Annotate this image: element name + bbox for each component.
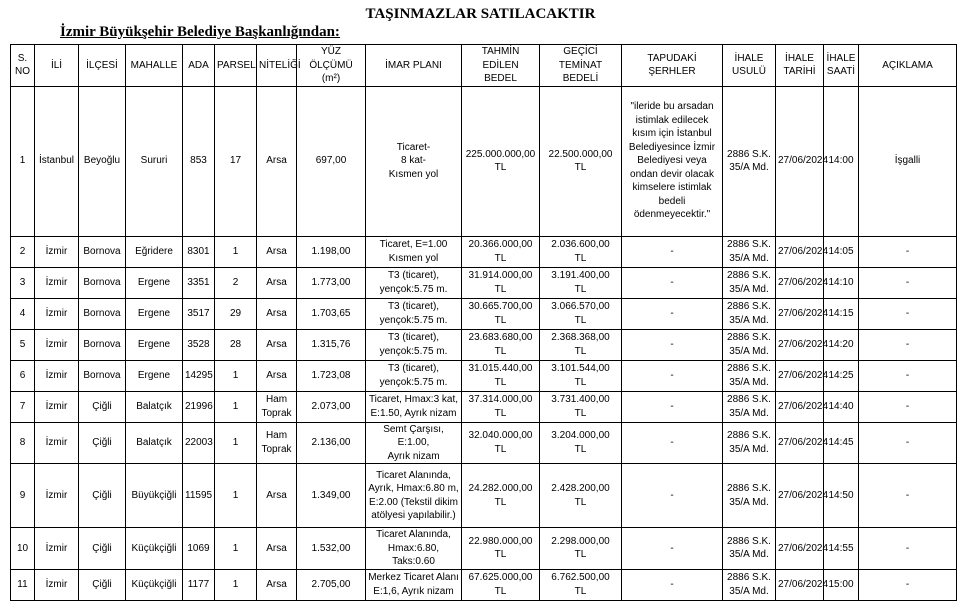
cell-type: Ham Toprak — [257, 422, 297, 464]
cell-parcel: 1 — [215, 236, 257, 267]
cell-tender-time: 14:40 — [824, 391, 859, 422]
cell-area: 1.198,00 — [297, 236, 366, 267]
column-header-block: ADA — [183, 45, 215, 87]
table-row — [11, 360, 957, 391]
cell-area: 2.073,00 — [297, 391, 366, 422]
cell-type: Arsa — [257, 360, 297, 391]
cell-tender-date: 27/06/2024 — [776, 391, 824, 422]
cell-type: Arsa — [257, 464, 297, 528]
cell-tender-method: 2886 S.K. 35/A Md. — [723, 329, 776, 360]
cell-estimated-value: 32.040.000,00 TL — [462, 422, 540, 464]
cell-tender-date: 27/06/2024 — [776, 236, 824, 267]
table-row — [11, 528, 957, 570]
cell-area: 1.723,08 — [297, 360, 366, 391]
cell-estimated-value: 24.282.000,00 TL — [462, 464, 540, 528]
cell-no: 5 — [11, 329, 35, 360]
cell-estimated-value: 30.665.700,00 TL — [462, 298, 540, 329]
cell-no: 9 — [11, 464, 35, 528]
cell-tender-date: 27/06/2024 — [776, 360, 824, 391]
cell-tender-date: 27/06/2024 — [776, 464, 824, 528]
cell-neighborhood: Küçükçiğli — [126, 569, 183, 600]
cell-remarks: - — [859, 391, 957, 422]
cell-type: Arsa — [257, 329, 297, 360]
cell-title-notes: - — [622, 329, 723, 360]
cell-parcel: 1 — [215, 422, 257, 464]
cell-area: 1.532,00 — [297, 528, 366, 570]
table-row — [11, 569, 957, 600]
cell-district: Bornova — [79, 360, 126, 391]
cell-parcel: 1 — [215, 464, 257, 528]
cell-tender-method: 2886 S.K. 35/A Md. — [723, 298, 776, 329]
cell-no: 1 — [11, 86, 35, 236]
cell-district: Bornova — [79, 267, 126, 298]
cell-deposit: 3.731.400,00 TL — [540, 391, 622, 422]
cell-type: Arsa — [257, 569, 297, 600]
column-header-parcel: PARSEL — [215, 45, 257, 87]
cell-title-notes: - — [622, 236, 723, 267]
cell-tender-time: 14:10 — [824, 267, 859, 298]
cell-title-notes: - — [622, 422, 723, 464]
cell-parcel: 29 — [215, 298, 257, 329]
cell-tender-method: 2886 S.K. 35/A Md. — [723, 464, 776, 528]
table-row — [11, 464, 957, 528]
cell-type: Arsa — [257, 298, 297, 329]
cell-block: 3517 — [183, 298, 215, 329]
cell-remarks: - — [859, 569, 957, 600]
cell-tender-date: 27/06/2024 — [776, 298, 824, 329]
cell-title-notes: - — [622, 267, 723, 298]
cell-remarks: İşgalli — [859, 86, 957, 236]
column-header-remarks: AÇIKLAMA — [859, 45, 957, 87]
cell-neighborhood: Balatçık — [126, 391, 183, 422]
cell-no: 8 — [11, 422, 35, 464]
cell-area: 1.315,76 — [297, 329, 366, 360]
cell-estimated-value: 20.366.000,00 TL — [462, 236, 540, 267]
cell-tender-method: 2886 S.K. 35/A Md. — [723, 422, 776, 464]
column-header-zoning: İMAR PLANI — [366, 45, 462, 87]
cell-no: 11 — [11, 569, 35, 600]
cell-province: İzmir — [35, 528, 79, 570]
cell-parcel: 1 — [215, 391, 257, 422]
cell-district: Beyoğlu — [79, 86, 126, 236]
cell-estimated-value: 23.683.680,00 TL — [462, 329, 540, 360]
cell-tender-method: 2886 S.K. 35/A Md. — [723, 360, 776, 391]
cell-province: İzmir — [35, 464, 79, 528]
column-header-area: YÜZ ÖLÇÜMÜ (m²) — [297, 45, 366, 87]
cell-title-notes: - — [622, 528, 723, 570]
cell-zoning: Semt Çarşısı, E:1.00, Ayrık nizam — [366, 422, 462, 464]
cell-tender-time: 14:00 — [824, 86, 859, 236]
table-header-row — [11, 45, 957, 87]
cell-zoning: Ticaret- 8 kat- Kısmen yol — [366, 86, 462, 236]
cell-title-notes: - — [622, 464, 723, 528]
cell-neighborhood: Eğridere — [126, 236, 183, 267]
cell-block: 21996 — [183, 391, 215, 422]
cell-type: Arsa — [257, 86, 297, 236]
cell-block: 1069 — [183, 528, 215, 570]
cell-zoning: Merkez Ticaret Alanı E:1,6, Ayrık nizam — [366, 569, 462, 600]
cell-block: 3528 — [183, 329, 215, 360]
cell-tender-time: 14:45 — [824, 422, 859, 464]
cell-parcel: 1 — [215, 360, 257, 391]
column-header-title-notes: TAPUDAKİ ŞERHLER — [622, 45, 723, 87]
cell-province: İzmir — [35, 360, 79, 391]
column-header-neighborhood: MAHALLE — [126, 45, 183, 87]
cell-neighborhood: Büyükçiğli — [126, 464, 183, 528]
cell-tender-date: 27/06/2024 — [776, 528, 824, 570]
cell-parcel: 28 — [215, 329, 257, 360]
column-header-estimated-value: TAHMİN EDİLEN BEDEL — [462, 45, 540, 87]
cell-estimated-value: 37.314.000,00 TL — [462, 391, 540, 422]
cell-district: Bornova — [79, 298, 126, 329]
cell-remarks: - — [859, 329, 957, 360]
cell-remarks: - — [859, 528, 957, 570]
cell-province: İzmir — [35, 329, 79, 360]
cell-district: Bornova — [79, 236, 126, 267]
cell-area: 1.349,00 — [297, 464, 366, 528]
cell-province: İstanbul — [35, 86, 79, 236]
column-header-no: S. NO — [11, 45, 35, 87]
cell-tender-time: 14:25 — [824, 360, 859, 391]
cell-area: 2.136,00 — [297, 422, 366, 464]
cell-block: 3351 — [183, 267, 215, 298]
cell-province: İzmir — [35, 236, 79, 267]
cell-deposit: 2.368.368,00 TL — [540, 329, 622, 360]
cell-parcel: 17 — [215, 86, 257, 236]
cell-tender-method: 2886 S.K. 35/A Md. — [723, 86, 776, 236]
cell-province: İzmir — [35, 267, 79, 298]
cell-tender-time: 14:15 — [824, 298, 859, 329]
cell-remarks: - — [859, 360, 957, 391]
cell-tender-method: 2886 S.K. 35/A Md. — [723, 528, 776, 570]
cell-neighborhood: Ergene — [126, 360, 183, 391]
cell-neighborhood: Küçükçiğli — [126, 528, 183, 570]
cell-type: Arsa — [257, 267, 297, 298]
cell-type: Arsa — [257, 528, 297, 570]
cell-block: 11595 — [183, 464, 215, 528]
column-header-type: NİTELİĞİ — [257, 45, 297, 87]
cell-tender-time: 14:20 — [824, 329, 859, 360]
cell-tender-time: 14:55 — [824, 528, 859, 570]
cell-estimated-value: 31.914.000,00 TL — [462, 267, 540, 298]
cell-tender-date: 27/06/2024 — [776, 422, 824, 464]
cell-area: 1.703,65 — [297, 298, 366, 329]
cell-estimated-value: 31.015.440,00 TL — [462, 360, 540, 391]
cell-block: 14295 — [183, 360, 215, 391]
column-header-deposit: GEÇİCİ TEMİNAT BEDELİ — [540, 45, 622, 87]
cell-no: 3 — [11, 267, 35, 298]
cell-province: İzmir — [35, 298, 79, 329]
cell-province: İzmir — [35, 569, 79, 600]
cell-zoning: Ticaret, E=1.00 Kısmen yol — [366, 236, 462, 267]
cell-remarks: - — [859, 422, 957, 464]
column-header-tender-date: İHALE TARİHİ — [776, 45, 824, 87]
cell-zoning: T3 (ticaret), yençok:5.75 m. — [366, 267, 462, 298]
cell-parcel: 1 — [215, 569, 257, 600]
cell-estimated-value: 22.980.000,00 TL — [462, 528, 540, 570]
cell-area: 2.705,00 — [297, 569, 366, 600]
cell-deposit: 2.298.000,00 TL — [540, 528, 622, 570]
table-row — [11, 422, 957, 464]
cell-zoning: Ticaret Alanında, Ayrık, Hmax:6.80 m, E:2.00 (Tekstil dikim atölyesi yapılabilir.) — [366, 464, 462, 528]
cell-deposit: 22.500.000,00 TL — [540, 86, 622, 236]
cell-district: Çiğli — [79, 391, 126, 422]
cell-area: 1.773,00 — [297, 267, 366, 298]
table-row — [11, 267, 957, 298]
cell-title-notes: - — [622, 569, 723, 600]
cell-title-notes: - — [622, 360, 723, 391]
cell-deposit: 3.204.000,00 TL — [540, 422, 622, 464]
cell-tender-time: 15:00 — [824, 569, 859, 600]
table-row — [11, 298, 957, 329]
cell-remarks: - — [859, 298, 957, 329]
cell-remarks: - — [859, 267, 957, 298]
cell-zoning: T3 (ticaret), yençok:5.75 m. — [366, 360, 462, 391]
cell-province: İzmir — [35, 422, 79, 464]
table-row — [11, 391, 957, 422]
cell-no: 6 — [11, 360, 35, 391]
cell-tender-method: 2886 S.K. 35/A Md. — [723, 267, 776, 298]
cell-title-notes: - — [622, 391, 723, 422]
cell-parcel: 2 — [215, 267, 257, 298]
table-row — [11, 236, 957, 267]
cell-parcel: 1 — [215, 528, 257, 570]
column-header-tender-time: İHALE SAATİ — [824, 45, 859, 87]
cell-neighborhood: Ergene — [126, 329, 183, 360]
cell-tender-method: 2886 S.K. 35/A Md. — [723, 391, 776, 422]
table-row — [11, 329, 957, 360]
cell-estimated-value: 225.000.000,00 TL — [462, 86, 540, 236]
cell-tender-date: 27/06/2024 — [776, 267, 824, 298]
cell-block: 853 — [183, 86, 215, 236]
cell-tender-method: 2886 S.K. 35/A Md. — [723, 569, 776, 600]
column-header-district: İLÇESİ — [79, 45, 126, 87]
cell-province: İzmir — [35, 391, 79, 422]
cell-zoning: T3 (ticaret), yençok:5.75 m. — [366, 329, 462, 360]
cell-remarks: - — [859, 236, 957, 267]
cell-estimated-value: 67.625.000,00 TL — [462, 569, 540, 600]
cell-zoning: Ticaret, Hmax:3 kat, E:1.50, Ayrık nizam — [366, 391, 462, 422]
cell-deposit: 3.191.400,00 TL — [540, 267, 622, 298]
cell-deposit: 3.101.544,00 TL — [540, 360, 622, 391]
cell-deposit: 6.762.500,00 TL — [540, 569, 622, 600]
cell-no: 4 — [11, 298, 35, 329]
cell-neighborhood: Ergene — [126, 267, 183, 298]
cell-tender-method: 2886 S.K. 35/A Md. — [723, 236, 776, 267]
cell-deposit: 2.428.200,00 TL — [540, 464, 622, 528]
column-header-province: İLİ — [35, 45, 79, 87]
column-header-tender-method: İHALE USULÜ — [723, 45, 776, 87]
cell-area: 697,00 — [297, 86, 366, 236]
cell-block: 8301 — [183, 236, 215, 267]
cell-tender-time: 14:05 — [824, 236, 859, 267]
cell-district: Çiğli — [79, 569, 126, 600]
cell-deposit: 3.066.570,00 TL — [540, 298, 622, 329]
cell-district: Çiğli — [79, 528, 126, 570]
cell-tender-date: 27/06/2024 — [776, 329, 824, 360]
cell-neighborhood: Ergene — [126, 298, 183, 329]
cell-no: 2 — [11, 236, 35, 267]
cell-tender-date: 27/06/2024 — [776, 86, 824, 236]
cell-no: 10 — [11, 528, 35, 570]
property-sale-table — [10, 44, 957, 601]
cell-neighborhood: Sururi — [126, 86, 183, 236]
cell-title-notes: "ileride bu arsadan istimlak edilecek kısım için İstanbul Belediyesince İzmir Belediyesi veya ondan devir olacak kimselere istimlak bedeli ödenmeyecektir." — [622, 86, 723, 236]
cell-type: Ham Toprak — [257, 391, 297, 422]
cell-tender-date: 27/06/2024 — [776, 569, 824, 600]
cell-deposit: 2.036.600,00 TL — [540, 236, 622, 267]
cell-no: 7 — [11, 391, 35, 422]
cell-block: 1177 — [183, 569, 215, 600]
cell-remarks: - — [859, 464, 957, 528]
table-row — [11, 86, 957, 236]
cell-block: 22003 — [183, 422, 215, 464]
cell-zoning: Ticaret Alanında, Hmax:6.80, Taks:0.60 — [366, 528, 462, 570]
cell-district: Bornova — [79, 329, 126, 360]
cell-title-notes: - — [622, 298, 723, 329]
cell-tender-time: 14:50 — [824, 464, 859, 528]
cell-zoning: T3 (ticaret), yençok:5.75 m. — [366, 298, 462, 329]
cell-district: Çiğli — [79, 464, 126, 528]
cell-district: Çiğli — [79, 422, 126, 464]
page-title: TAŞINMAZLAR SATILACAKTIR — [365, 6, 596, 22]
page-subtitle: İzmir Büyükşehir Belediye Başkanlığından: — [60, 24, 340, 40]
cell-neighborhood: Balatçık — [126, 422, 183, 464]
cell-type: Arsa — [257, 236, 297, 267]
